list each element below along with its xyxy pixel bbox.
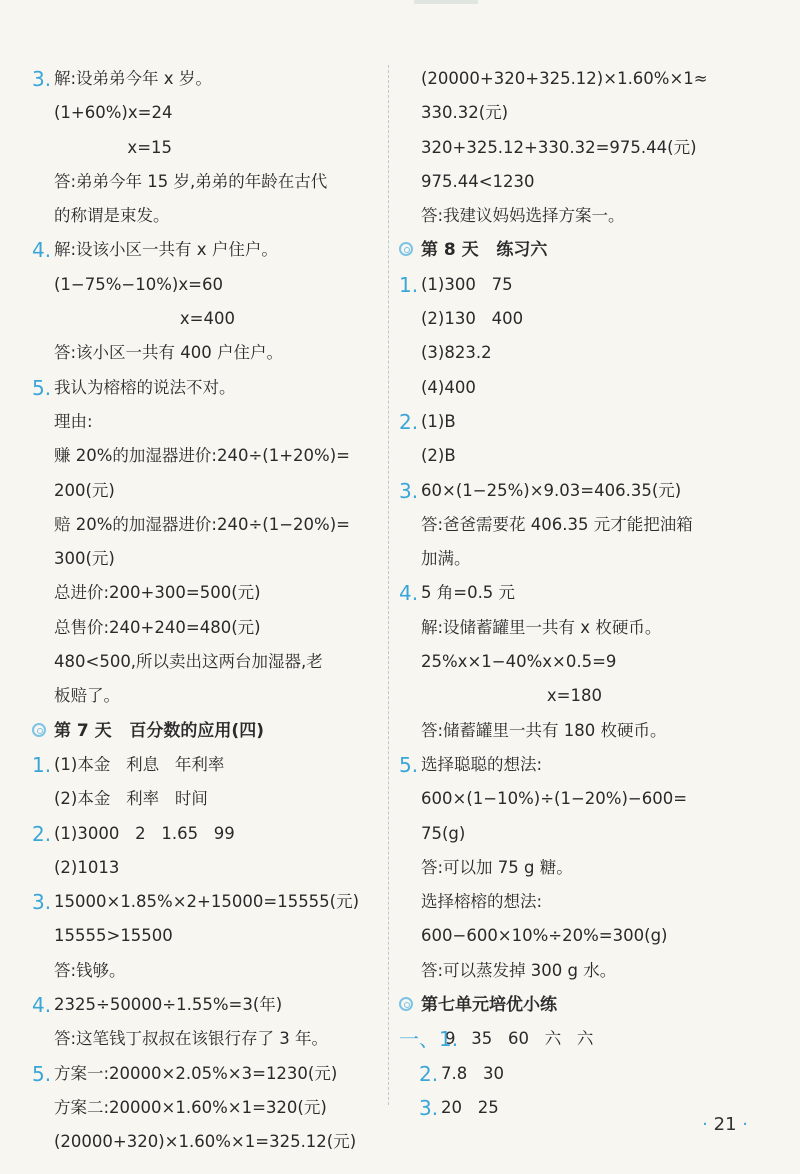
line-text: 第七单元培优小练 (421, 995, 557, 1016)
answer-line (399, 885, 779, 919)
answer-line (32, 302, 382, 336)
answer-line (399, 645, 779, 679)
question-number: 一、1. (399, 1027, 459, 1052)
line-text: (1)B (421, 411, 456, 431)
line-text: 理由: (54, 411, 93, 431)
question-number: 5. (32, 375, 52, 400)
line-text: 15000×1.85%×2+15000=15555(元) (54, 892, 360, 912)
line-text: (1)300 75 (421, 274, 513, 294)
line-text: 赔 20%的加湿器进价:240÷(1−20%)= (54, 514, 350, 534)
answer-line (32, 1091, 382, 1125)
answer-line (399, 611, 779, 645)
answer-line (399, 851, 779, 885)
answer-line (32, 405, 382, 439)
line-text: 975.44<1230 (421, 171, 535, 191)
answer-line (32, 611, 382, 645)
question-number: 3. (32, 67, 52, 91)
question-number: 4. (32, 993, 52, 1018)
page-number (702, 1114, 748, 1135)
line-text: 第 8 天 练习六 (421, 240, 548, 261)
answer-line (399, 542, 779, 576)
line-text: 答:可以加 75 g 糖。 (421, 857, 573, 877)
line-text: x=400 (54, 309, 235, 329)
line-text: 600×(1−10%)÷(1−20%)−600= (421, 789, 688, 809)
line-text: (20000+320)×1.60%×1=325.12(元) (54, 1132, 357, 1152)
line-text: 方案二:20000×1.60%×1=320(元) (54, 1097, 327, 1117)
answer-line (399, 268, 779, 302)
column-divider (388, 65, 389, 1105)
answer-line (32, 268, 382, 302)
line-text: 60×(1−25%)×9.03=406.35(元) (421, 480, 682, 500)
line-text: 第 7 天 百分数的应用(四) (54, 720, 264, 741)
answer-line (399, 817, 779, 851)
answer-line (399, 405, 779, 439)
top-decoration (414, 0, 478, 4)
answer-line (32, 679, 382, 713)
answer-line (32, 439, 382, 473)
line-text: 答:我建议妈妈选择方案一。 (421, 206, 625, 226)
line-text: 赚 20%的加湿器进价:240÷(1+20%)= (54, 446, 350, 466)
answer-line (32, 954, 382, 988)
line-text: (1−75%−10%)x=60 (54, 274, 223, 294)
line-text: 解:设弟弟今年 x 岁。 (54, 69, 212, 88)
answer-line (32, 131, 382, 165)
line-text: 15555>15500 (54, 926, 173, 946)
line-text: 200(元) (54, 480, 115, 500)
page-dot-right: · (742, 1114, 748, 1135)
answer-line (399, 439, 779, 473)
answer-line (32, 336, 382, 370)
answer-line (32, 62, 382, 96)
line-text: 答:这笔钱丁叔叔在该银行存了 3 年。 (54, 1029, 329, 1049)
line-text: x=15 (54, 137, 173, 157)
line-text: 方案一:20000×2.05%×3=1230(元) (54, 1063, 338, 1083)
line-text: 选择聪聪的想法: (421, 754, 543, 774)
line-text: (2)1013 (54, 857, 120, 877)
line-text: 的称谓是束发。 (54, 206, 170, 226)
right-column (399, 62, 779, 1125)
answer-line (32, 233, 382, 267)
answer-line (399, 474, 779, 508)
answer-line (32, 1022, 382, 1056)
line-text: 330.32(元) (421, 103, 509, 123)
line-text: (1+60%)x=24 (54, 103, 173, 123)
line-text: 答:弟弟今年 15 岁,弟弟的年龄在古代 (54, 171, 328, 191)
answer-line (399, 679, 779, 713)
question-number: 4. (32, 238, 52, 263)
line-text: 5 角=0.5 元 (421, 583, 516, 603)
line-text: 答:该小区一共有 400 户住户。 (54, 343, 284, 363)
left-column (32, 62, 382, 1160)
line-text: 7.8 30 (441, 1063, 504, 1083)
answer-line (399, 336, 779, 370)
line-text: 总进价:200+300=500(元) (54, 583, 261, 603)
answer-line (32, 645, 382, 679)
answer-line (399, 62, 779, 96)
line-text: 选择榕榕的想法: (421, 892, 543, 912)
question-number: 1. (399, 272, 419, 297)
section-circle-icon (399, 242, 413, 256)
answer-line (399, 782, 779, 816)
answer-line (32, 851, 382, 885)
page-dot-left: · (702, 1114, 708, 1135)
line-text: 75(g) (421, 823, 466, 843)
line-text: 答:储蓄罐里一共有 180 枚硬币。 (421, 720, 667, 740)
answer-line (399, 576, 779, 610)
answer-line (32, 474, 382, 508)
answer-line (32, 199, 382, 233)
line-text: (1)3000 2 1.65 99 (54, 823, 235, 843)
answer-line (399, 1057, 779, 1091)
answer-line (32, 576, 382, 610)
question-number: 3. (32, 890, 52, 915)
question-number: 2. (419, 1061, 439, 1086)
answer-line (32, 817, 382, 851)
question-number: 5. (399, 752, 419, 777)
line-text: 600−600×10%÷20%=300(g) (421, 926, 668, 946)
question-number: 2. (399, 409, 419, 434)
question-number: 5. (32, 1061, 52, 1086)
answer-line (32, 371, 382, 405)
answer-line (32, 1125, 382, 1159)
answer-line (399, 302, 779, 336)
line-text: 20 25 (441, 1097, 499, 1117)
line-text: 答:钱够。 (54, 960, 126, 980)
line-text: 320+325.12+330.32=975.44(元) (421, 137, 697, 157)
section-heading (32, 714, 382, 748)
line-text: (2)本金 利率 时间 (54, 789, 208, 809)
answer-line (399, 96, 779, 130)
line-text: (2)130 400 (421, 309, 524, 329)
answer-line (32, 165, 382, 199)
answer-line (32, 96, 382, 130)
line-text: 总售价:240+240=480(元) (54, 617, 261, 637)
answer-line (32, 748, 382, 782)
section-circle-icon (32, 723, 46, 737)
answer-line (399, 919, 779, 953)
question-number: 4. (399, 581, 419, 606)
line-text: 解:设该小区一共有 x 户住户。 (54, 240, 278, 260)
line-text: (4)400 (421, 377, 476, 397)
line-text: x=180 (421, 686, 602, 706)
question-number: 1. (32, 752, 52, 777)
section-circle-icon (399, 997, 413, 1011)
answer-line (399, 199, 779, 233)
answer-line (399, 371, 779, 405)
answer-line (399, 954, 779, 988)
question-number: 3. (419, 1095, 439, 1120)
answer-line (399, 131, 779, 165)
section-heading (399, 988, 779, 1022)
answer-line (399, 714, 779, 748)
line-text: 我认为榕榕的说法不对。 (54, 377, 236, 397)
line-text: 解:设储蓄罐里一共有 x 枚硬币。 (421, 617, 662, 637)
line-text: 25%x×1−40%x×0.5=9 (421, 652, 617, 672)
answer-line (32, 782, 382, 816)
line-text: 480<500,所以卖出这两台加湿器,老 (54, 652, 323, 672)
section-heading (399, 233, 779, 267)
line-text: (20000+320+325.12)×1.60%×1≈ (421, 69, 708, 88)
answer-line (32, 988, 382, 1022)
answer-line (32, 1057, 382, 1091)
answer-line (399, 1022, 779, 1056)
line-text: 加满。 (421, 549, 471, 569)
line-text: (2)B (421, 446, 456, 466)
answer-line (32, 885, 382, 919)
line-text: 板赔了。 (54, 686, 120, 706)
page-number-text: 21 (713, 1114, 737, 1135)
line-text: 答:可以蒸发掉 300 g 水。 (421, 960, 617, 980)
answer-line (399, 508, 779, 542)
answer-line (32, 542, 382, 576)
line-text: (1)本金 利息 年利率 (54, 754, 225, 774)
answer-line (399, 165, 779, 199)
line-text: 300(元) (54, 549, 115, 569)
question-number: 2. (32, 821, 52, 846)
line-text: 9 35 60 六 六 (445, 1029, 594, 1049)
answer-line (32, 508, 382, 542)
line-text: (3)823.2 (421, 343, 492, 363)
answer-line (32, 919, 382, 953)
line-text: 答:爸爸需要花 406.35 元才能把油箱 (421, 514, 693, 534)
question-number: 3. (399, 478, 419, 503)
answer-line (399, 748, 779, 782)
line-text: 2325÷50000÷1.55%=3(年) (54, 995, 283, 1015)
